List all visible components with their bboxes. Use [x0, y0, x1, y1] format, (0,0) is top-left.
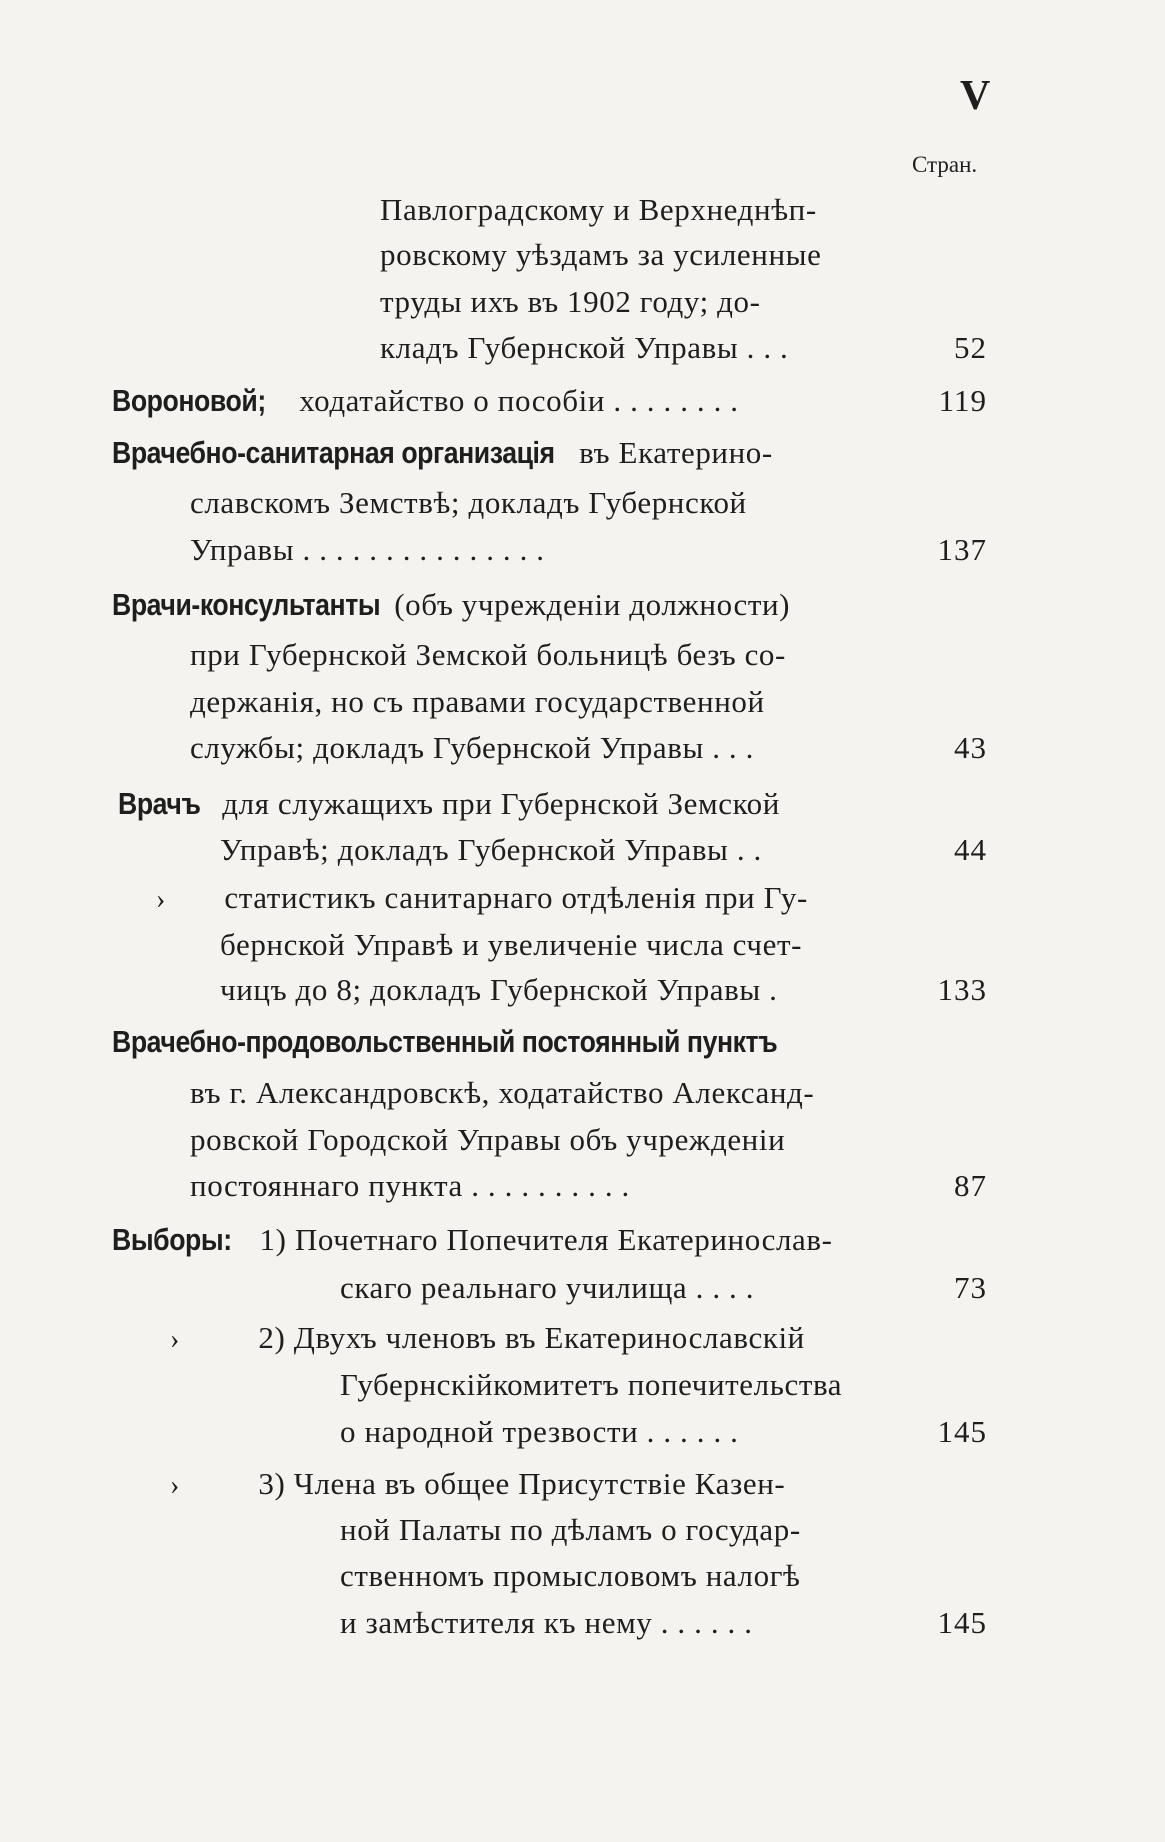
entry-line: Павлоградскому и Верхнеднѣп-	[380, 192, 817, 227]
page-ref: 44	[954, 832, 987, 867]
entry-heading: Врачебно-продовольственный постоянный пунктъ	[112, 1024, 778, 1059]
entry-line: чицъ до 8; докладъ Губернской Управы .	[220, 972, 778, 1007]
entry-line: ной Палаты по дѣламъ о государ-	[340, 1512, 801, 1547]
entry-line: Управѣ; докладъ Губернской Управы . .	[220, 832, 762, 867]
entry-line: труды ихъ въ 1902 году; до-	[380, 284, 761, 319]
entry-text: 1) Почетнаго Попечителя Екатеринослав-	[259, 1222, 833, 1257]
entry-heading: Врачи-консультанты	[112, 587, 381, 622]
page-ref: 145	[937, 1605, 987, 1640]
page-column-label: Стран.	[912, 152, 978, 177]
page-ref: 133	[937, 972, 987, 1007]
page-number: V	[960, 73, 992, 119]
entry-line: славскомъ Земствѣ; докладъ Губернской	[190, 485, 747, 520]
entry-text: (объ учрежденіи должности)	[394, 587, 791, 622]
entry-line: о народной трезвости . . . . . .	[340, 1414, 739, 1449]
index-entry	[112, 433, 773, 473]
entry-line: ровской Городской Управы объ учрежденіи	[190, 1122, 786, 1157]
entry-text: ходатайство о пособіи . . . . . . . .	[299, 383, 739, 418]
entry-line: бернской Управѣ и увеличеніе числа счет-	[220, 927, 803, 962]
index-entry	[156, 878, 808, 920]
entry-line: въ г. Александровскѣ, ходатайство Александ-	[190, 1075, 815, 1110]
entry-line: постояннаго пункта . . . . . . . . . .	[190, 1168, 630, 1203]
entry-line: кладъ Губернской Управы . . .	[380, 330, 789, 365]
entry-text: для служащихъ при Губернской Земской	[222, 786, 780, 821]
entry-line: скаго реальнаго училища . . . .	[340, 1270, 755, 1305]
ditto-mark: ›	[170, 1324, 180, 1355]
entry-heading: Врачебно-санитарная организація	[112, 435, 555, 470]
page-ref: 52	[954, 330, 987, 365]
index-entry	[170, 1318, 805, 1360]
entry-text: 2) Двухъ членовъ въ Екатеринославскій	[258, 1320, 805, 1355]
page-ref: 145	[937, 1414, 987, 1449]
entry-text: статистикъ санитарнаго отдѣленія при Гу-	[224, 880, 808, 915]
index-entry	[170, 1464, 785, 1506]
entry-line: при Губернской Земской больницѣ безъ со-	[190, 637, 786, 672]
index-entry	[112, 1022, 885, 1062]
index-entry	[112, 585, 790, 625]
index-entry	[112, 381, 739, 421]
entry-line: ственномъ промысловомъ налогѣ	[340, 1558, 801, 1593]
ditto-mark: ›	[156, 884, 166, 915]
entry-heading: Врачъ	[118, 786, 201, 821]
page-ref: 119	[938, 383, 987, 418]
entry-heading: Выборы:	[112, 1222, 232, 1257]
page-ref: 73	[954, 1270, 987, 1305]
index-entry	[112, 1220, 833, 1260]
page-ref: 43	[954, 730, 987, 765]
ditto-mark: ›	[170, 1470, 180, 1501]
entry-line: ровскому уѣздамъ за усиленные	[380, 237, 822, 272]
entry-heading: Вороновой;	[112, 383, 266, 418]
page-ref: 137	[937, 532, 987, 567]
entry-text: 3) Члена въ общее Присутствіе Казен-	[258, 1466, 786, 1501]
entry-line: и замѣстителя къ нему . . . . . .	[340, 1605, 753, 1640]
entry-line: службы; докладъ Губернской Управы . . .	[190, 730, 754, 765]
index-entry	[118, 784, 780, 824]
page-ref: 87	[954, 1168, 987, 1203]
entry-line: Управы . . . . . . . . . . . . . . .	[190, 532, 545, 567]
entry-line: держанія, но съ правами государственной	[190, 684, 765, 719]
entry-text: въ Екатерино-	[579, 435, 773, 470]
entry-line: Губернскійкомитетъ попечительства	[340, 1367, 843, 1402]
